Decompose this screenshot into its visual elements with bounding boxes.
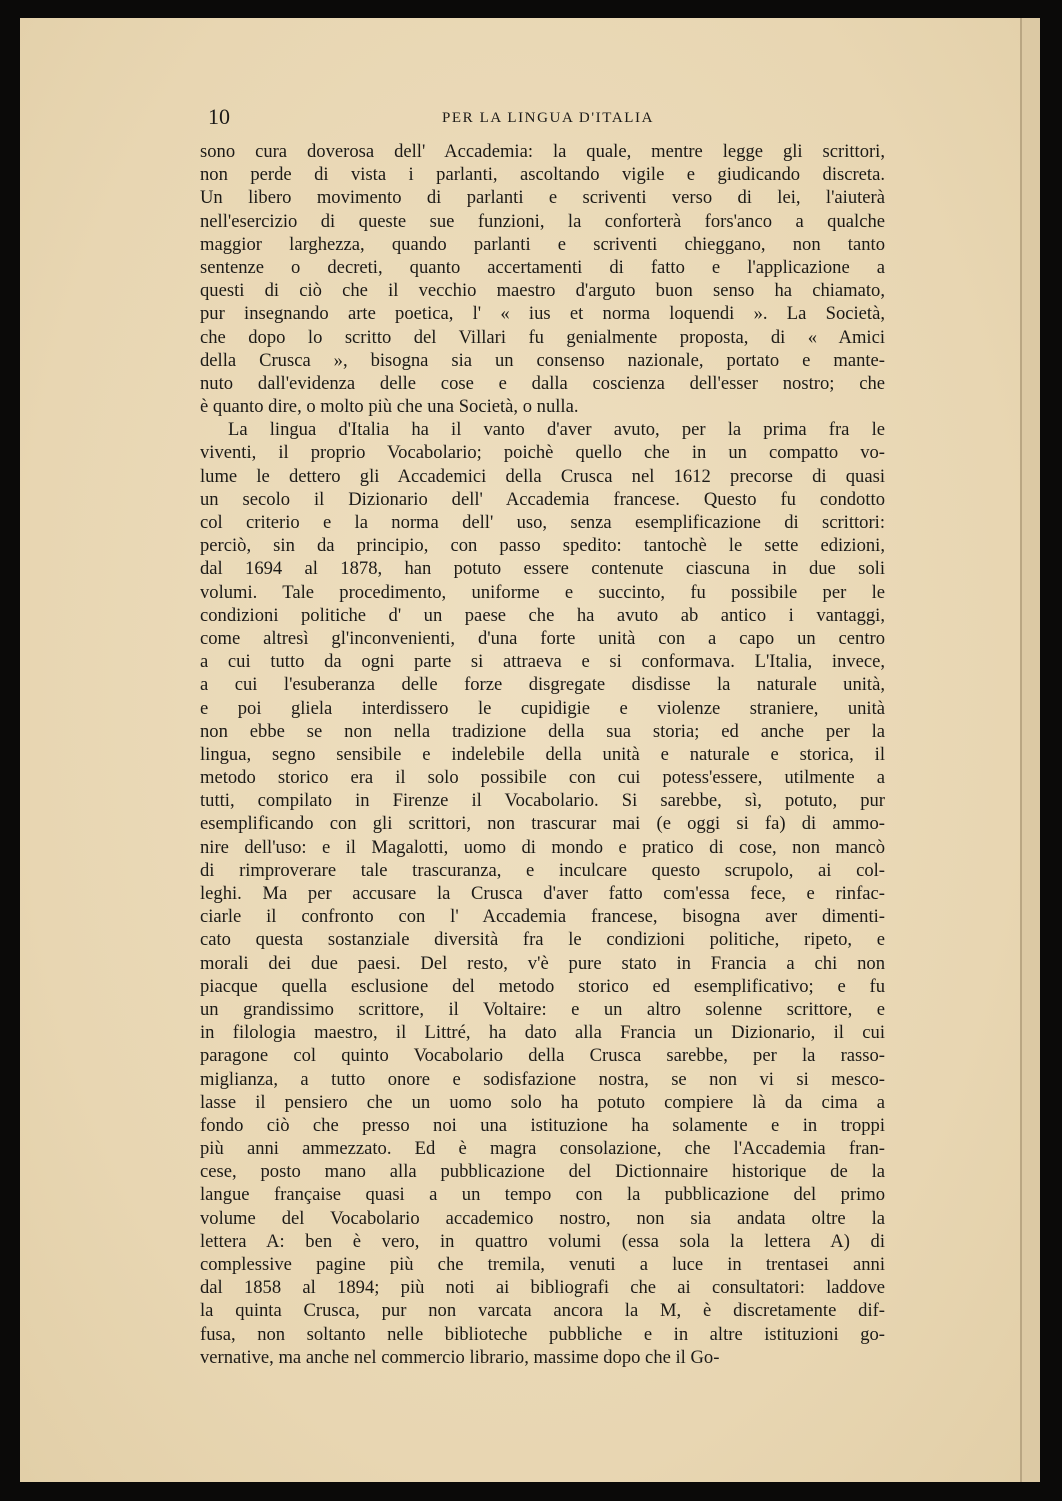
text-line: tutti, compilato in Firenze il Vocabolario. Si sarebbe, sì, potuto, pur (200, 790, 885, 812)
text-line: a cui l'esuberanza delle forze disgregate disdisse la naturale unità, (200, 674, 885, 696)
next-page-edge (1022, 18, 1040, 1482)
text-line: la quinta Crusca, pur non varcata ancora la M, è discretamente dif- (200, 1300, 885, 1322)
body-text (200, 140, 885, 1369)
text-line: fusa, non soltanto nelle biblioteche pubbliche e in altre istituzioni go- (200, 1323, 885, 1345)
text-line: cato questa sostanziale diversità fra le condizioni politiche, ripeto, e (200, 929, 885, 951)
text-line: lume le dettero gli Accademici della Crusca nel 1612 precorse di quasi (200, 465, 885, 487)
text-line: La lingua d'Italia ha il vanto d'aver avuto, per la prima fra le (228, 419, 885, 441)
text-line: leghi. Ma per accusare la Crusca d'aver fatto com'essa fece, e rinfac- (200, 883, 885, 904)
text-line: di rimproverare tale trascuranza, e inculcare questo scrupolo, ai col- (200, 859, 885, 881)
text-line: è quanto dire, o molto più che una Società, o nulla. (200, 396, 579, 418)
text-line: volumi. Tale procedimento, uniforme e succinto, fu possibile per le (200, 581, 885, 603)
text-line: più anni ammezzato. Ed è magra consolazione, che l'Accademia fran- (200, 1138, 885, 1160)
page-number: 10 (208, 104, 230, 129)
text-line: viventi, il proprio Vocabolario; poichè quello che in un compatto vo- (200, 442, 885, 464)
text-line: vernative, ma anche nel commercio librario, massime dopo che il Go- (200, 1346, 720, 1368)
text-line: fondo ciò che presso noi una istituzione ha solamente e in troppi (200, 1114, 885, 1136)
text-line: langue française quasi a un tempo con la pubblicazione del primo (200, 1184, 885, 1206)
text-line: della Crusca », bisogna sia un consenso nazionale, portato e mante- (200, 349, 885, 371)
text-line: nuto dall'evidenza delle cose e dalla coscienza dell'esser nostro; che (200, 372, 885, 394)
text-line: sono cura doverosa dell' Accademia: la quale, mentre legge gli scrittori, (200, 141, 885, 162)
text-line: un grandissimo scrittore, il Voltaire: e un altro solenne scrittore, e (200, 998, 885, 1020)
text-line: a cui tutto da ogni parte si attraeva e si conformava. L'Italia, invece, (200, 651, 885, 673)
text-line: metodo storico era il solo possibile con cui potess'essere, utilmente a (200, 767, 885, 789)
text-line: in filologia maestro, il Littré, ha dato alla Francia un Dizionario, il cui (200, 1022, 885, 1044)
text-line: che dopo lo scritto del Villari fu genialmente proposta, di « Amici (200, 326, 885, 348)
text-line: miglianza, a tutto onore e sodisfazione nostra, se non vi si mesco- (200, 1068, 885, 1090)
text-line: Un libero movimento di parlanti e scriventi verso di lei, l'aiuterà (200, 187, 885, 209)
text-line: lasse il pensiero che un uomo solo ha potuto compiere là da cima a (200, 1091, 885, 1113)
running-head: PER LA LINGUA D'ITALIA (441, 110, 655, 126)
text-line: condizioni politiche d' un paese che ha avuto ab antico i vantaggi, (200, 604, 885, 626)
text-line: dal 1694 al 1878, han potuto essere contenute ciascuna in due soli (200, 558, 885, 580)
text-line: dal 1858 al 1894; più noti ai bibliografi che ai consultatori: laddove (200, 1277, 885, 1299)
text-line: complessive pagine più che tremila, venuti a luce in trentasei anni (200, 1254, 885, 1275)
text-line: maggior larghezza, quando parlanti e scriventi chieggano, non tanto (200, 233, 885, 255)
text-line: un secolo il Dizionario dell' Accademia francese. Questo fu condotto (200, 488, 885, 510)
text-line: sentenze o decreti, quanto accertamenti di fatto e l'applicazione a (200, 256, 885, 278)
text-line: morali dei due paesi. Del resto, v'è pure stato in Francia a chi non (200, 952, 885, 974)
text-line: e poi gliela interdissero le cupidigie e violenze straniere, unità (200, 697, 885, 719)
text-line: lingua, segno sensibile e indelebile della unità e naturale e storica, il (200, 743, 885, 765)
text-line: nire dell'uso: e il Magalotti, uomo di mondo e pratico di cose, non mancò (200, 836, 885, 858)
text-line: non perde di vista i parlanti, ascoltando vigile e giudicando discreta. (200, 164, 885, 186)
page-header (208, 104, 888, 134)
text-line: cese, posto mano alla pubblicazione del Dictionnaire historique de la (200, 1161, 885, 1183)
text-line: lettera A: ben è vero, in quattro volumi (essa sola la lettera A) di (200, 1230, 885, 1252)
text-line: paragone col quinto Vocabolario della Crusca sarebbe, per la rasso- (200, 1045, 885, 1067)
text-line: questi di ciò che il vecchio maestro d'arguto buon senso ha chiamato, (200, 280, 885, 302)
text-line: non ebbe se non nella tradizione della sua storia; ed anche per la (200, 720, 885, 742)
text-line: pur insegnando arte poetica, l' « ius et norma loquendi ». La Società, (200, 303, 885, 325)
text-line: perciò, sin da principio, con passo spedito: tantochè le sette edizioni, (200, 535, 885, 557)
text-line: piacque quella esclusione del metodo storico ed esemplificativo; e fu (200, 975, 885, 997)
text-line: ciarle il confronto con l' Accademia francese, bisogna aver dimenti- (200, 906, 885, 928)
text-line: come altresì gl'inconvenienti, d'una forte unità con a capo un centro (200, 627, 885, 649)
text-line: esemplificando con gli scrittori, non trascurar mai (e oggi si fa) di ammo- (200, 813, 885, 835)
text-line: volume del Vocabolario accademico nostro, non sia andata oltre la (200, 1207, 885, 1229)
text-line: col criterio e la norma dell' uso, senza esemplificazione di scrittori: (200, 512, 885, 533)
text-line: nell'esercizio di queste sue funzioni, la conforterà fors'anco a qualche (200, 210, 885, 232)
